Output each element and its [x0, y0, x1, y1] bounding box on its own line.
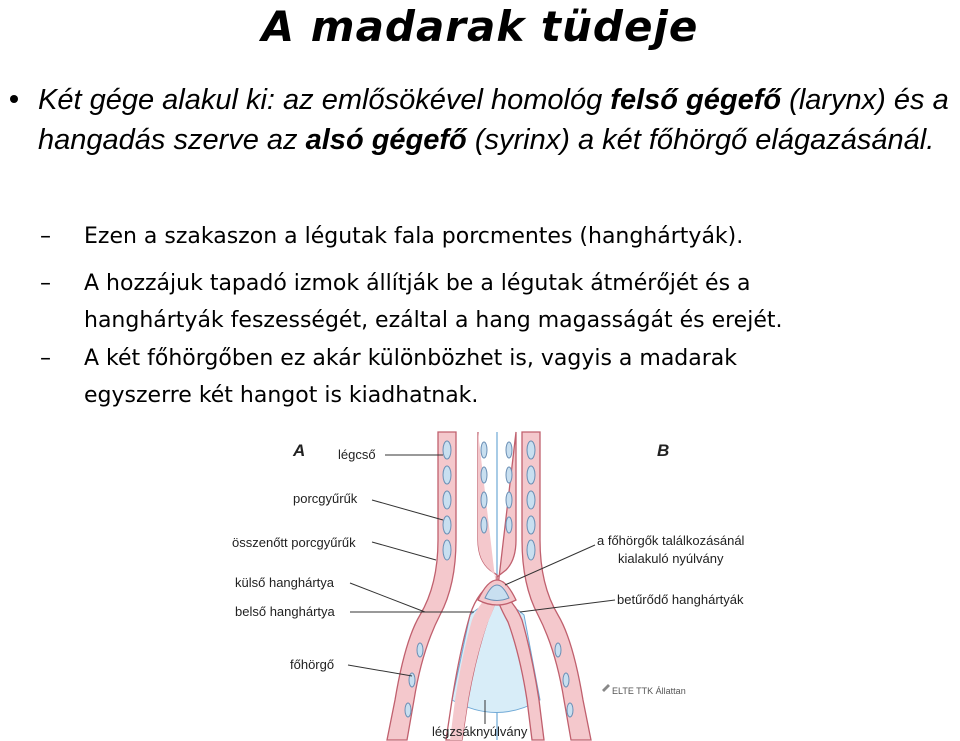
ring: [417, 643, 423, 657]
panel-label-a: A: [293, 441, 306, 460]
leader-line: [372, 542, 436, 560]
ring: [443, 540, 451, 560]
label-betur-hanghartyak: betűrődő hanghártyák: [617, 592, 744, 607]
ring: [443, 491, 451, 509]
dash: –: [40, 224, 51, 249]
ring: [481, 467, 487, 483]
ring: [481, 492, 487, 508]
label-porcgyuruk: porcgyűrűk: [293, 491, 358, 506]
term-syrinx: syrinx: [484, 124, 561, 156]
text-run: (: [781, 84, 799, 116]
ring: [555, 643, 561, 657]
label-kulso-hanghartya: külső hanghártya: [235, 575, 335, 590]
ring: [506, 467, 512, 483]
ring: [506, 517, 512, 533]
ring: [506, 492, 512, 508]
label-talalkozas-1: a főhörgők találkozásánál: [597, 533, 745, 548]
ring: [527, 441, 535, 459]
ring: [527, 491, 535, 509]
leader-line: [350, 583, 425, 612]
page-title: A madarak tüdeje: [261, 2, 699, 51]
term-larynx: larynx: [798, 84, 877, 116]
dash: –: [40, 271, 51, 296]
ring: [405, 703, 411, 717]
syrinx-diagram: [0, 410, 960, 741]
sub-bullet-3: [40, 340, 950, 414]
bold-term-also-gegefo: alsó gégefő: [305, 124, 467, 156]
sub-bullet-line: hanghártyák feszességét, ezáltal a hang magasságát és erejét.: [84, 308, 783, 333]
sub-bullet-1: [40, 218, 940, 255]
sub-bullet-line: egyszerre két hangot is kiadhatnak.: [84, 383, 479, 408]
text-run: Két gége alakul ki: az emlősökével homológ: [38, 84, 611, 116]
ring: [443, 466, 451, 484]
label-fohorgo: főhörgő: [290, 657, 335, 672]
leader-line: [372, 500, 443, 520]
ring: [506, 442, 512, 458]
ring: [443, 441, 451, 459]
ring: [481, 517, 487, 533]
watermark-logo-icon: [602, 684, 610, 692]
label-legcso: légcső: [338, 447, 376, 462]
text-run: ) a két főhörgő elágazásánál.: [560, 124, 935, 156]
main-bullet-text: [38, 80, 953, 160]
sub-bullet-2: [40, 265, 950, 339]
ring: [567, 703, 573, 717]
ring: [409, 673, 415, 687]
label-belso-hanghartya: belső hanghártya: [235, 604, 335, 619]
sub-bullet-line: Ezen a szakaszon a légutak fala porcmentes (hanghártyák).: [84, 224, 744, 249]
ring: [527, 466, 535, 484]
panel-label-b: B: [657, 441, 670, 460]
sub-bullet-line: A két főhörgőben ez akár különbözhet is, vagyis a madarak: [84, 346, 738, 371]
ring: [527, 516, 535, 534]
sub-bullet-line: A hozzájuk tapadó izmok állítják be a légutak átmérőjét és a: [84, 271, 751, 296]
ring: [527, 540, 535, 560]
ring: [563, 673, 569, 687]
text-run: (: [466, 124, 485, 156]
text-run: ) és a hangadás szerve az: [38, 84, 949, 156]
watermark: ELTE TTK Állattan: [612, 686, 686, 696]
bold-term-felso-gegefo: felső gégefő: [610, 84, 782, 116]
ring: [443, 516, 451, 534]
dash: –: [40, 346, 51, 371]
label-talalkozas-2: kialakuló nyúlvány: [618, 551, 724, 566]
label-legzsaknyulvany: légzsáknyúlvány: [432, 724, 528, 739]
label-osszenott-porcgyuruk: összenőtt porcgyűrűk: [232, 535, 356, 550]
bullet-dot: [10, 95, 18, 103]
leader-line: [505, 545, 595, 585]
ring: [481, 442, 487, 458]
